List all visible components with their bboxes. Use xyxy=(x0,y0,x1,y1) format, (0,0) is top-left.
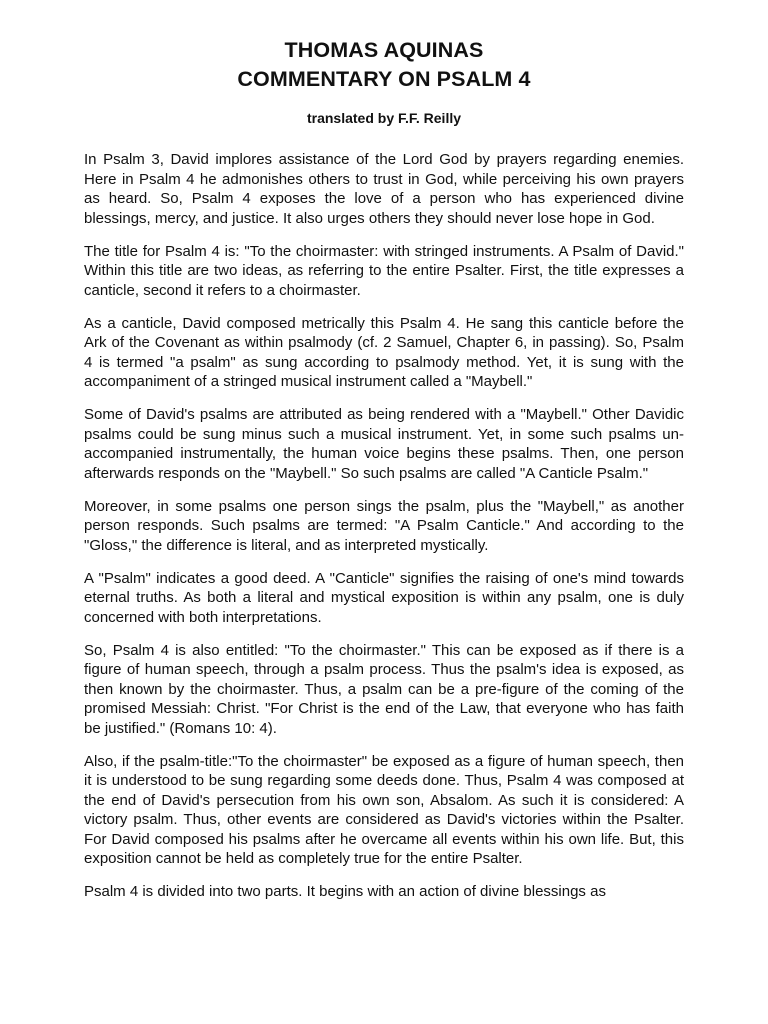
paragraph-9: Psalm 4 is divided into two parts. It begins with an action of divine blessings as xyxy=(84,883,606,900)
paragraph-3: As a canticle, David composed metrically this Psalm 4. He sang this canticle before the Ark of the Covenant as within psalmody (cf. 2 Samuel, Chapter 6, in passing). So, Psalm 4 is termed "a psalm" as sung according to psalmody method. Yet, it is sung with the accompaniment of a stringed musical instrument called a "Maybell." xyxy=(84,314,684,390)
paragraph-5: Moreover, in some psalms one person sings the psalm, plus the "Maybell," as another person responds. Such psalms are termed: "A Psalm Canticle." And according to the "Gloss," the difference is literal, and as interpreted mystically. xyxy=(84,497,684,554)
paragraph-4: Some of David's psalms are attributed as being rendered with a "Maybell." Other Davidic psalms could be sung minus such a musical instrument. Yet, in some such psalms un-accompanied instrumentally, the human voice begins these psalms. Then, one person afterwards responds on the "Maybell." So such psalms are called "A Canticle Psalm." xyxy=(84,406,684,482)
title-line-work: COMMENTARY ON PSALM 4 xyxy=(237,67,531,91)
document-title xyxy=(84,36,684,94)
translator-credit: translated by F.F. Reilly xyxy=(306,110,462,126)
paragraph-6: A "Psalm" indicates a good deed. A "Canticle" signifies the raising of one's mind towards eternal truths. As both a literal and mystical exposition is within any psalm, one is duly concerned with both interpretations. xyxy=(84,569,684,626)
paragraph-8: Also, if the psalm-title:"To the choirmaster" be exposed as a figure of human speech, then it is understood to be sung regarding some deeds done. Thus, Psalm 4 was composed at the end of David's persecution from his own son, Absalom. As such it is considered: A victory psalm. Thus, other events are considered as David's victories within the Psalter. For David composed his psalms after he overcame all events within his own life. But, this exposition cannot be held as completely true for the entire Psalter. xyxy=(84,752,684,867)
paragraph-1: In Psalm 3, David implores assistance of the Lord God by prayers regarding enemies. Here in Psalm 4 he admonishes others to trust in God, while perceiving his own prayers as heard. So, Psalm 4 exposes the love of a person who has experienced divine blessings, mercy, and justice. It also urges others they should never lose hope in God. xyxy=(84,151,684,227)
paragraph-2: The title for Psalm 4 is: "To the choirmaster: with stringed instruments. A Psalm of David." Within this title are two ideas, as referring to the entire Psalter. First, the title expresses a canticle, second it refers to a choirmaster. xyxy=(84,242,684,299)
title-line-author: THOMAS AQUINAS xyxy=(284,38,484,62)
paragraph-7: So, Psalm 4 is also entitled: "To the choirmaster." This can be exposed as if there is a figure of human speech, through a psalm process. Thus the psalm's idea is exposed, as then known by the choirmaster. Thus, a psalm can be a pre-figure of the coming of the promised Messiah: Christ. "For Christ is the end of the Law, that everyone who has faith be justified." (Romans 10: 4). xyxy=(84,641,684,737)
